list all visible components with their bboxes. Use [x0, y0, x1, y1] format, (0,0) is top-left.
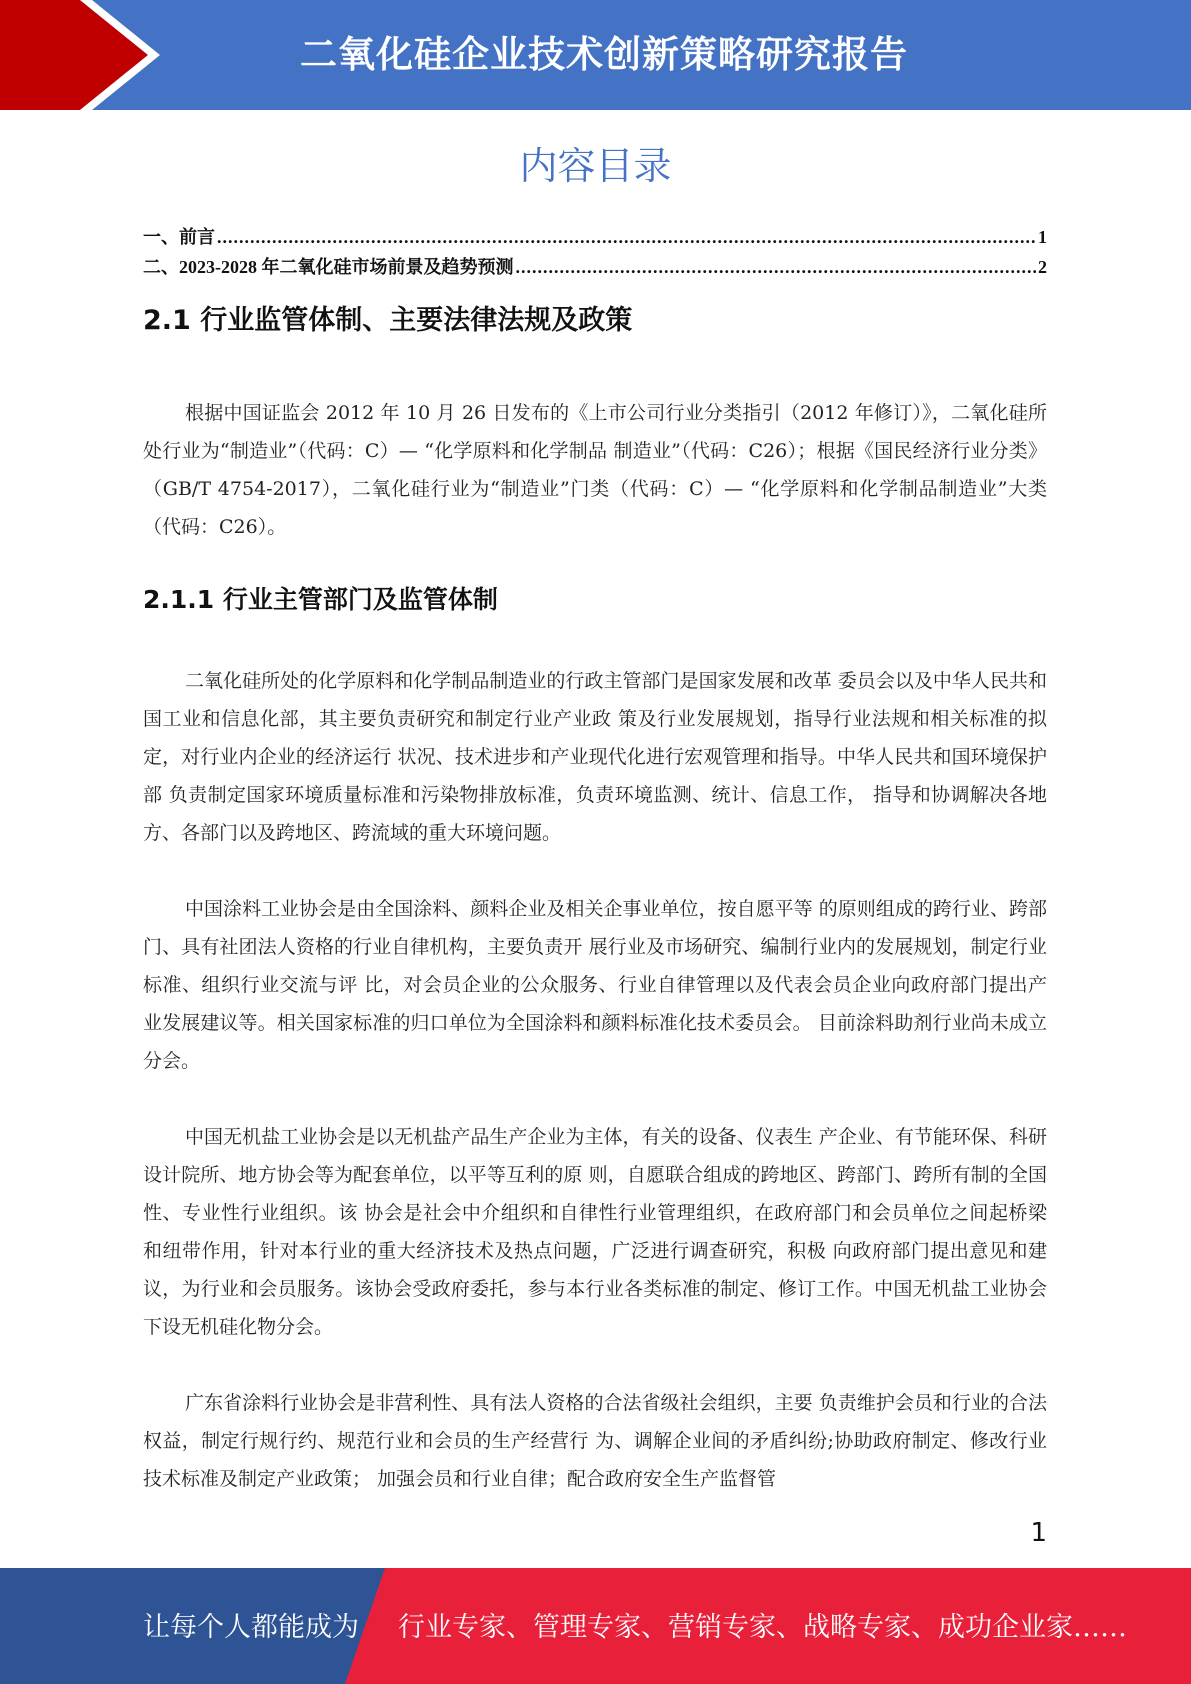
page-number: 1	[1030, 1518, 1047, 1548]
body-paragraph: 中国无机盐工业协会是以无机盐产品生产企业为主体，有关的设备、仪表生 产企业、有节能环保、科研设计院所、地方协会等为配套单位，以平等互利的原 则，自愿联合组成的跨地区、跨部门、跨所有制的全国性、专业性行业组织。该 协会是社会中介组织和自律性行业管理组织，在政府部门和会员单位之间起桥梁 和纽带作用，针对本行业的重大经济技术及热点问题，广泛进行调查研究，积极 向政府部门提出意见和建议，为行业和会员服务。该协会受政府委托，参与本行业各类标准的制定、修订工作。中国无机盐工业协会下设无机硅化物分会。	[143, 1126, 1047, 1338]
toc-leader-dots	[516, 257, 1037, 278]
footer-slogan-left: 让每个人都能成为	[143, 1612, 359, 1643]
toc-item-label: 二、2023-2028 年二氧化硅市场前景及趋势预测	[143, 257, 514, 277]
toc-item[interactable]	[143, 253, 1047, 283]
page-footer	[0, 1568, 1191, 1684]
report-title: 二氧化硅企业技术创新策略研究报告	[300, 33, 908, 76]
subsection-heading: 2.1.1 行业主管部门及监管体制	[143, 585, 498, 614]
table-of-contents	[143, 223, 1047, 283]
page-header	[0, 0, 1191, 110]
toc-item-page: 1	[1038, 227, 1047, 247]
toc-item-page: 2	[1038, 257, 1047, 277]
toc-item[interactable]	[143, 223, 1047, 253]
body-paragraph: 二氧化硅所处的化学原料和化学制品制造业的行政主管部门是国家发展和改革 委员会以及中华人民共和国工业和信息化部，其主要负责研究和制定行业产业政 策及行业发展规划，指导行业法规和相关标准的拟定，对行业内企业的经济运行 状况、技术进步和产业现代化进行宏观管理和指导。中华人民共和国环境保护部 负责制定国家环境质量标准和污染物排放标准，负责环境监测、统计、信息工作， 指导和协调解决各地方、各部门以及跨地区、跨流域的重大环境问题。	[143, 670, 1047, 844]
section-intro-paragraph: 根据中国证监会 2012 年 10 月 26 日发布的《上市公司行业分类指引（2012 年修订）》，二氧化硅所处行业为“制造业”（代码：C）— “化学原料和化学制品 制造业”（代码：C26）；根据《国民经济行业分类》（GB/T 4754-2017），二氧化硅行业为“制造业”门类（代码：C）— “化学原料和化学制品制造业”大类（代码：C26）。	[143, 402, 1047, 538]
body-paragraph: 广东省涂料行业协会是非营利性、具有法人资格的合法省级社会组织，主要 负责维护会员和行业的合法权益，制定行规行约、规范行业和会员的生产经营行 为、调解企业间的矛盾纠纷;协助政府制定、修改行业技术标准及制定产业政策； 加强会员和行业自律；配合政府安全生产监督管	[143, 1392, 1047, 1490]
body-paragraph: 中国涂料工业协会是由全国涂料、颜料企业及相关企事业单位，按自愿平等 的原则组成的跨行业、跨部门、具有社团法人资格的行业自律机构，主要负责开 展行业及市场研究、编制行业内的发展规划，制定行业标准、组织行业交流与评 比，对会员企业的公众服务、行业自律管理以及代表会员企业向政府部门提出产 业发展建议等。相关国家标准的归口单位为全国涂料和颜料标准化技术委员会。 目前涂料助剂行业尚未成立分会。	[143, 898, 1047, 1072]
toc-heading: 内容目录	[519, 144, 672, 188]
section-heading: 2.1 行业监管体制、主要法律法规及政策	[143, 305, 633, 336]
footer-slogan-right: 行业专家、管理专家、营销专家、战略专家、成功企业家……	[398, 1612, 1127, 1643]
toc-leader-dots	[217, 227, 1036, 248]
toc-item-label: 一、前言	[143, 227, 215, 247]
